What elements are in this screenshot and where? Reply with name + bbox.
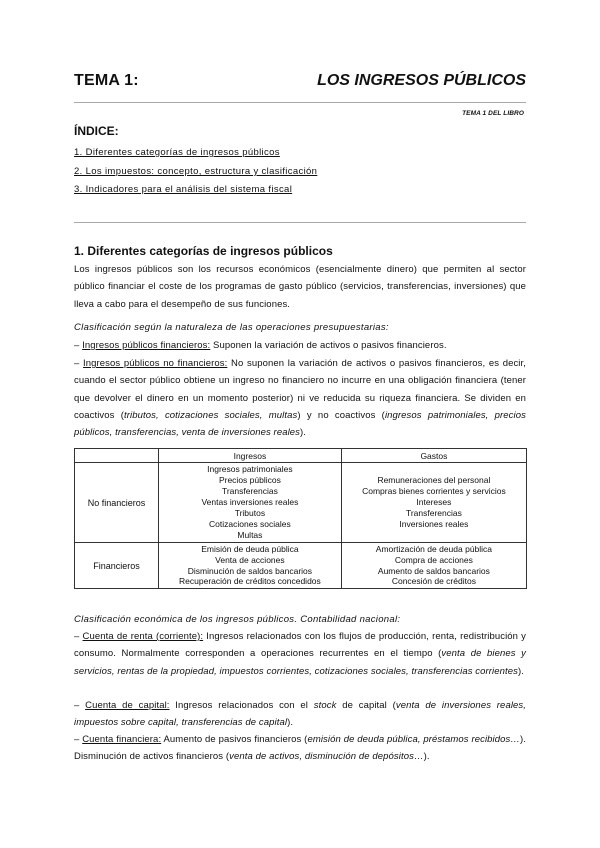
column-header-ingresos: Ingresos: [159, 449, 342, 463]
income-account-label: Cuenta de renta (corriente):: [82, 631, 204, 642]
list-item: Intereses: [416, 497, 452, 508]
financial-account-label: Cuenta financiera:: [82, 734, 162, 745]
list-item: Tributos: [234, 507, 266, 518]
financial-account-item: [74, 731, 526, 766]
non-financial-income-cell: [159, 463, 342, 543]
topic-title: LOS INGRESOS PÚBLICOS: [317, 72, 526, 89]
list-item: Concesión de créditos: [391, 576, 476, 587]
capital-account-examples: venta de inversiones reales, impuestos sobre capital, transferencias de capital: [74, 700, 527, 729]
capital-account-text-2: de capital (: [336, 700, 396, 711]
list-item: Multas: [237, 529, 263, 540]
financial-account-text-2: ). Disminución de activos financieros (: [74, 734, 526, 763]
financial-income-cell: [159, 543, 342, 589]
list-item: Ventas inversiones reales: [201, 497, 299, 508]
non-coercive-examples: ingresos patrimoniales, precios públicos, transferencias, venta de inversiones reales: [74, 409, 526, 439]
list-item: Amortización de deuda pública: [375, 543, 493, 554]
capital-account-item: [74, 697, 526, 732]
list-item: Remuneraciones del personal: [377, 475, 491, 486]
income-expense-table: [74, 448, 527, 589]
dash: –: [74, 340, 83, 351]
capital-account-label: Cuenta de capital:: [85, 700, 170, 711]
list-item: Transferencias: [405, 507, 462, 518]
table-corner-cell: [75, 449, 159, 463]
section-title: 1. Diferentes categorías de ingresos públicos: [74, 244, 333, 258]
financial-account-examples-2: venta de activos, disminución de depósitos…: [229, 751, 424, 763]
index-link-2[interactable]: 2. Los impuestos: concepto, estructura y clasificación: [74, 166, 318, 177]
intro-paragraph: Los ingresos públicos son los recursos económicos (esencialmente dinero) que permiten al sector público financiar el coste de los programas de gasto público (servicios, transferencias, inversiones) que lleva a cabo para el desempeño de sus funciones.: [74, 264, 526, 310]
list-item: Venta de acciones: [215, 554, 285, 565]
index-heading: ÍNDICE:: [74, 124, 119, 138]
income-account-text-2: ).: [518, 665, 525, 677]
list-item: Cotizaciones sociales: [209, 518, 291, 529]
income-account-text-1: Ingresos relacionados con los flujos de producción, renta, redistribución y consumo. Normalmente corresponden a operaciones recurrentes en el tiempo (: [74, 631, 527, 660]
non-financial-income-item: [74, 355, 526, 441]
dash: –: [74, 700, 86, 711]
topic-number: TEMA 1:: [74, 72, 139, 89]
financial-income-label: Ingresos públicos financieros:: [82, 340, 211, 351]
financial-income-item: [74, 337, 526, 354]
non-financial-text-3: ).: [300, 427, 307, 439]
income-account-item: [74, 628, 526, 680]
capital-account-text-3: ).: [287, 717, 294, 729]
classification-heading-budget: Clasificación según la naturaleza de las operaciones presupuestarias:: [74, 322, 389, 333]
non-financial-expense-cell: [341, 463, 526, 543]
financial-account-examples-1: emisión de deuda pública, préstamos recibidos…: [307, 734, 520, 745]
list-item: Disminución de saldos bancarios: [187, 565, 313, 576]
row-label-non-financial: No financieros: [75, 463, 159, 543]
list-item: Inversiones reales: [399, 518, 469, 529]
book-note: TEMA 1 DEL LIBRO: [462, 110, 524, 117]
stock-term: stock: [313, 700, 337, 711]
header-divider: [74, 102, 526, 103]
financial-expense-cell: [341, 543, 526, 589]
dash: –: [74, 734, 83, 745]
coercive-examples: tributos, cotizaciones sociales, multas: [124, 409, 298, 421]
classification-heading-economic: Clasificación económica de los ingresos públicos. Contabilidad nacional:: [74, 614, 401, 625]
row-label-financial: Financieros: [75, 543, 159, 589]
list-item: Aumento de saldos bancarios: [377, 565, 490, 576]
non-financial-text-2: ) y no coactivos (: [297, 409, 385, 421]
list-item: Recuperación de créditos concedidos: [179, 576, 321, 587]
dash: –: [74, 631, 83, 642]
table-row-non-financial: [75, 463, 527, 543]
income-account-examples: venta de bienes y servicios, rentas de la propiedad, impuestos corrientes, cotizaciones sociales, transferencias corrientes: [74, 648, 527, 677]
non-financial-income-label: Ingresos públicos no financieros:: [83, 358, 228, 369]
column-header-gastos: Gastos: [341, 449, 526, 463]
dash: –: [74, 358, 84, 369]
table-header-row: [75, 449, 527, 463]
page-header: [74, 72, 526, 94]
list-item: Emisión de deuda pública: [201, 543, 299, 554]
index-divider: [74, 222, 526, 223]
financial-account-text-1: Aumento de pasivos financieros (: [161, 734, 308, 745]
list-item: Precios públicos: [218, 475, 281, 486]
financial-income-text: Suponen la variación de activos o pasivos financieros.: [210, 340, 447, 351]
list-item: Compra de acciones: [394, 554, 473, 565]
capital-account-text-1: Ingresos relacionados con el: [169, 700, 314, 711]
list-item: Compras bienes corrientes y servicios: [362, 486, 506, 497]
table-row-financial: [75, 543, 527, 589]
list-item: Transferencias: [221, 486, 278, 497]
index-link-3[interactable]: 3. Indicadores para el análisis del sistema fiscal: [74, 184, 293, 195]
list-item: Ingresos patrimoniales: [207, 464, 293, 475]
financial-account-text-3: ).: [423, 751, 430, 763]
index-link-1[interactable]: 1. Diferentes categorías de ingresos públicos: [74, 147, 280, 158]
non-financial-text-1: No suponen la variación de activos o pasivos financieros, es decir, cuando el sector público obtiene un ingreso no financiero no incurre en una obligación financiera (tener que devolver el dinero en un momento posterior) ni ve reducida su riqueza financiera. Se dividen en coactivos (: [74, 358, 526, 421]
